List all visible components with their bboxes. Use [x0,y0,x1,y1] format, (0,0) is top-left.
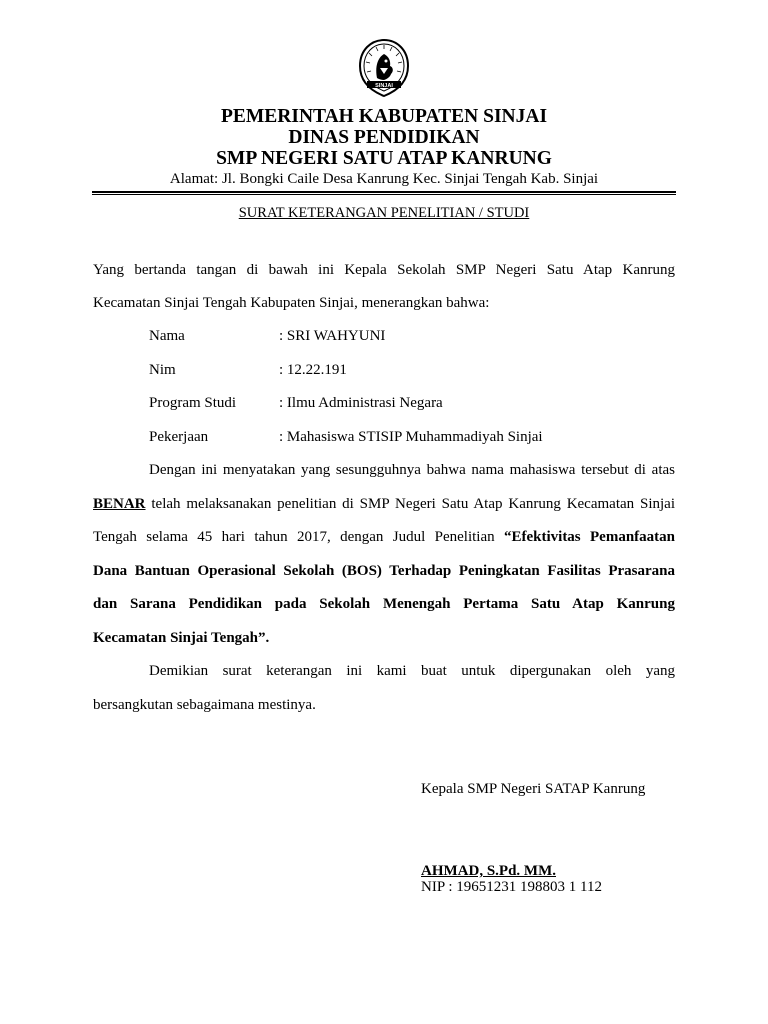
intro-line-2: Kecamatan Sinjai Tengah Kabupaten Sinjai, menerangkan bahwa: [93,295,490,311]
field-label-pekerjaan: Pekerjaan [149,429,209,445]
letterhead-address: Alamat: Jl. Bongki Caile Desa Kanrung Kec. Sinjai Tengah Kab. Sinjai [169,171,599,187]
body-paragraph-1-line-2 [93,495,675,513]
research-title-line-4: Kecamatan Sinjai Tengah”. [93,630,270,646]
research-title-line-3: dan Sarana Pendidikan pada Sekolah Menengah Pertama Satu Atap Kanrung [93,596,675,612]
signatory-nip: NIP : 19651231 198803 1 112 [421,879,602,895]
field-value-pekerjaan: : Mahasiswa STISIP Muhammadiyah Sinjai [279,429,543,445]
body-paragraph-1-line-1: Dengan ini menyatakan yang sesungguhnya bahwa nama mahasiswa tersebut di atas [149,462,675,478]
letterhead-department: DINAS PENDIDIKAN [288,127,480,148]
benar-emphasis: BENAR [93,496,146,512]
signature-position: Kepala SMP Negeri SATAP Kanrung [421,781,646,797]
field-label-nama: Nama [149,328,185,344]
letterhead-divider-thick [92,191,676,193]
intro-line-1: Yang bertanda tangan di bawah ini Kepala Sekolah SMP Negeri Satu Atap Kanrung [93,262,675,278]
sinjai-emblem-logo [357,38,411,98]
letterhead-school: SMP NEGERI SATU ATAP KANRUNG [216,148,552,169]
letterhead-divider-thin [92,194,676,195]
body-paragraph-2-line-1: Demikian surat keterangan ini kami buat untuk dipergunakan oleh yang [149,663,675,679]
body-paragraph-2-line-2: bersangkutan sebagaimana mestinya. [93,697,316,713]
svg-text:SINJAI: SINJAI [375,82,393,89]
body-paragraph-1-line-2-text: telah melaksanakan penelitian di SMP Negeri Satu Atap Kanrung Kecamatan Sinjai [145,496,675,512]
research-title-line-2: Dana Bantuan Operasional Sekolah (BOS) Terhadap Peningkatan Fasilitas Prasarana [93,563,675,579]
letterhead-government: PEMERINTAH KABUPATEN SINJAI [220,106,548,127]
field-label-nim: Nim [149,362,176,378]
letter-title: SURAT KETERANGAN PENELITIAN / STUDI [238,205,530,221]
field-value-program-studi: : Ilmu Administrasi Negara [279,395,443,411]
field-value-nama: : SRI WAHYUNI [279,328,386,344]
research-title-start: “Efektivitas Pemanfaatan [503,529,675,545]
field-label-program-studi: Program Studi [149,395,237,411]
body-paragraph-1-line-3-text: Tengah selama 45 hari tahun 2017, dengan Judul Penelitian [93,529,504,545]
signatory-name: AHMAD, S.Pd. MM. [421,863,556,879]
field-value-nim: : 12.22.191 [279,362,347,378]
body-paragraph-1-line-3 [93,528,675,546]
